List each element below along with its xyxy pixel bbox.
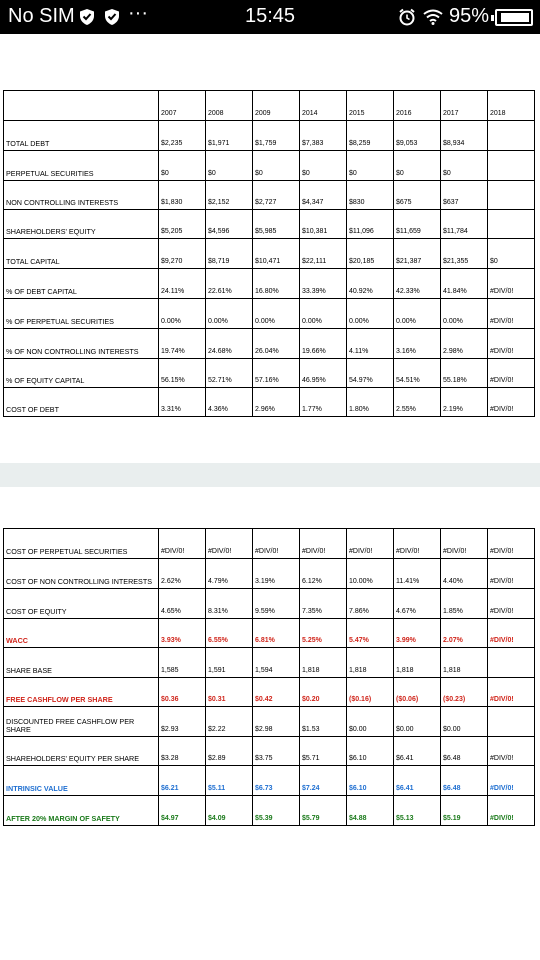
cell[interactable]: $7.24 <box>300 766 347 796</box>
cell[interactable]: 4.11% <box>347 329 394 359</box>
table-row <box>4 707 535 737</box>
status-bar <box>0 0 540 34</box>
cell[interactable]: 55.18% <box>441 359 488 388</box>
table-row <box>4 181 535 210</box>
cell[interactable]: $8,719 <box>206 239 253 269</box>
cell[interactable]: 4.40% <box>441 559 488 589</box>
cell[interactable]: $1,830 <box>159 181 206 210</box>
alarm-clock-icon <box>398 8 416 26</box>
cell[interactable]: $20,185 <box>347 239 394 269</box>
cell[interactable]: #DIV/0! <box>488 737 535 766</box>
row-label[interactable]: COST OF EQUITY <box>4 589 159 619</box>
table-row <box>4 619 535 648</box>
row-label[interactable]: PERPETUAL SECURITIES <box>4 151 159 181</box>
cell[interactable]: $21,355 <box>441 239 488 269</box>
row-label[interactable]: % OF NON CONTROLLING INTERESTS <box>4 329 159 359</box>
cell[interactable]: $10,381 <box>300 210 347 239</box>
cell[interactable]: 8.31% <box>206 589 253 619</box>
table-row <box>4 329 535 359</box>
cell[interactable]: $0.00 <box>441 707 488 737</box>
table-row <box>4 388 535 417</box>
cell[interactable]: #DIV/0! <box>159 529 206 559</box>
cell[interactable]: #DIV/0! <box>488 299 535 329</box>
row-label[interactable]: COST OF DEBT <box>4 388 159 417</box>
cell[interactable]: $0 <box>253 151 300 181</box>
cell[interactable]: $0 <box>394 151 441 181</box>
cell[interactable]: $1.53 <box>300 707 347 737</box>
cell[interactable]: $5.11 <box>206 766 253 796</box>
cell[interactable]: $0 <box>488 239 535 269</box>
cell[interactable]: #DIV/0! <box>394 529 441 559</box>
cell[interactable]: $6.10 <box>347 737 394 766</box>
cell[interactable]: #DIV/0! <box>347 529 394 559</box>
cell[interactable]: 41.84% <box>441 269 488 299</box>
cell[interactable] <box>488 210 535 239</box>
cell[interactable]: 19.74% <box>159 329 206 359</box>
cell[interactable]: #DIV/0! <box>488 529 535 559</box>
cell[interactable]: $7,383 <box>300 121 347 151</box>
more-notifications-icon: ··· <box>128 2 148 24</box>
cell[interactable]: #DIV/0! <box>300 529 347 559</box>
cell[interactable]: 2.96% <box>253 388 300 417</box>
cell[interactable]: 0.00% <box>441 299 488 329</box>
cell[interactable]: ($0.23) <box>441 678 488 707</box>
row-label[interactable]: TOTAL CAPITAL <box>4 239 159 269</box>
cell[interactable]: $1,971 <box>206 121 253 151</box>
cell[interactable]: 2008 <box>206 91 253 121</box>
cell[interactable]: 1,591 <box>206 648 253 678</box>
cell[interactable]: 1,818 <box>441 648 488 678</box>
cell[interactable]: 54.97% <box>347 359 394 388</box>
table-row <box>4 589 535 619</box>
cell[interactable]: #DIV/0! <box>441 529 488 559</box>
cell[interactable]: $22,111 <box>300 239 347 269</box>
row-label[interactable]: AFTER 20% MARGIN OF SAFETY <box>4 796 159 826</box>
cell[interactable]: #DIV/0! <box>206 529 253 559</box>
cell[interactable]: 4.67% <box>394 589 441 619</box>
cell[interactable]: 2.07% <box>441 619 488 648</box>
table-row <box>4 796 535 826</box>
cell[interactable] <box>488 121 535 151</box>
cell[interactable]: 0.00% <box>159 299 206 329</box>
cell[interactable]: 6.81% <box>253 619 300 648</box>
cell[interactable]: 1.77% <box>300 388 347 417</box>
cell[interactable]: $2.22 <box>206 707 253 737</box>
cell[interactable]: 4.79% <box>206 559 253 589</box>
table-row <box>4 737 535 766</box>
table-row <box>4 529 535 559</box>
cell[interactable]: 24.11% <box>159 269 206 299</box>
cell[interactable]: 1,594 <box>253 648 300 678</box>
cell[interactable]: $0 <box>441 151 488 181</box>
cell[interactable]: 2014 <box>300 91 347 121</box>
cell[interactable]: $6.41 <box>394 766 441 796</box>
cell[interactable]: #DIV/0! <box>488 678 535 707</box>
cell[interactable]: $5.71 <box>300 737 347 766</box>
cell[interactable]: $0.36 <box>159 678 206 707</box>
cell[interactable]: 1,585 <box>159 648 206 678</box>
cell[interactable]: $675 <box>394 181 441 210</box>
cell[interactable]: $5.19 <box>441 796 488 826</box>
cell[interactable]: 9.59% <box>253 589 300 619</box>
cell[interactable]: $11,784 <box>441 210 488 239</box>
cell[interactable]: 3.99% <box>394 619 441 648</box>
cell[interactable]: $6.48 <box>441 766 488 796</box>
cell[interactable]: $0.00 <box>347 707 394 737</box>
cell[interactable]: $4.97 <box>159 796 206 826</box>
cell[interactable]: #DIV/0! <box>488 589 535 619</box>
table-row <box>4 678 535 707</box>
table-row <box>4 210 535 239</box>
cell[interactable]: $0 <box>206 151 253 181</box>
cell[interactable]: 46.95% <box>300 359 347 388</box>
cell[interactable]: 57.16% <box>253 359 300 388</box>
cell[interactable]: $637 <box>441 181 488 210</box>
cell[interactable]: #DIV/0! <box>488 796 535 826</box>
row-label[interactable] <box>4 91 159 121</box>
cell[interactable]: 2.55% <box>394 388 441 417</box>
cell[interactable]: $2.98 <box>253 707 300 737</box>
row-label[interactable]: SHARE BASE <box>4 648 159 678</box>
cell[interactable]: $3.28 <box>159 737 206 766</box>
cell[interactable]: 54.51% <box>394 359 441 388</box>
row-label[interactable]: COST OF PERPETUAL SECURITIES <box>4 529 159 559</box>
cell[interactable]: $21,387 <box>394 239 441 269</box>
valuation-table <box>3 528 535 826</box>
table-row <box>4 121 535 151</box>
section-divider <box>0 463 540 487</box>
cell[interactable]: 22.61% <box>206 269 253 299</box>
cell[interactable]: #DIV/0! <box>488 559 535 589</box>
clock: 15:45 <box>244 5 296 27</box>
cell[interactable]: $0 <box>347 151 394 181</box>
cell[interactable]: $3.75 <box>253 737 300 766</box>
cell[interactable]: 2017 <box>441 91 488 121</box>
cell[interactable]: $8,259 <box>347 121 394 151</box>
row-label[interactable]: INTRINSIC VALUE <box>4 766 159 796</box>
table-row <box>4 559 535 589</box>
cell[interactable]: $2,152 <box>206 181 253 210</box>
cell[interactable]: 2.98% <box>441 329 488 359</box>
row-label[interactable]: FREE CASHFLOW PER SHARE <box>4 678 159 707</box>
cell[interactable]: 40.92% <box>347 269 394 299</box>
cell[interactable]: $8,934 <box>441 121 488 151</box>
cell[interactable]: 4.36% <box>206 388 253 417</box>
table-row <box>4 766 535 796</box>
cell[interactable]: 42.33% <box>394 269 441 299</box>
table-row <box>4 299 535 329</box>
table-row <box>4 269 535 299</box>
cell[interactable]: 24.68% <box>206 329 253 359</box>
cell[interactable]: 16.80% <box>253 269 300 299</box>
cell[interactable] <box>488 648 535 678</box>
cell[interactable]: $4.88 <box>347 796 394 826</box>
cell[interactable]: 5.47% <box>347 619 394 648</box>
cell[interactable]: 2.62% <box>159 559 206 589</box>
cell[interactable]: 1,818 <box>347 648 394 678</box>
cell[interactable]: $4.09 <box>206 796 253 826</box>
cell[interactable]: 11.41% <box>394 559 441 589</box>
cell[interactable]: 1.85% <box>441 589 488 619</box>
cell[interactable]: $0.00 <box>394 707 441 737</box>
table-row <box>4 648 535 678</box>
row-label[interactable]: % OF PERPETUAL SECURITIES <box>4 299 159 329</box>
row-label[interactable]: SHAREHOLDERS' EQUITY PER SHARE <box>4 737 159 766</box>
cell[interactable]: 4.65% <box>159 589 206 619</box>
cell[interactable]: $1,759 <box>253 121 300 151</box>
row-label[interactable]: NON CONTROLLING INTERESTS <box>4 181 159 210</box>
cell[interactable]: 33.39% <box>300 269 347 299</box>
cell[interactable]: #DIV/0! <box>488 359 535 388</box>
cell[interactable]: 0.00% <box>300 299 347 329</box>
cell[interactable]: ($0.06) <box>394 678 441 707</box>
cell[interactable]: 2015 <box>347 91 394 121</box>
cell[interactable]: 2016 <box>394 91 441 121</box>
cell[interactable]: 0.00% <box>347 299 394 329</box>
cell[interactable]: $5.79 <box>300 796 347 826</box>
cell[interactable]: #DIV/0! <box>488 766 535 796</box>
cell[interactable]: $830 <box>347 181 394 210</box>
capital-structure-table <box>3 90 535 417</box>
cell[interactable]: $4,596 <box>206 210 253 239</box>
cell[interactable]: #DIV/0! <box>488 619 535 648</box>
table-row <box>4 151 535 181</box>
cell[interactable] <box>488 181 535 210</box>
cell[interactable]: $0.20 <box>300 678 347 707</box>
wifi-icon <box>423 9 443 25</box>
cell[interactable]: 0.00% <box>394 299 441 329</box>
row-label[interactable]: % OF DEBT CAPITAL <box>4 269 159 299</box>
row-label[interactable]: TOTAL DEBT <box>4 121 159 151</box>
cell[interactable]: ($0.16) <box>347 678 394 707</box>
cell[interactable]: $6.21 <box>159 766 206 796</box>
cell[interactable]: $6.10 <box>347 766 394 796</box>
cell[interactable]: 26.04% <box>253 329 300 359</box>
cell[interactable]: #DIV/0! <box>488 388 535 417</box>
cell[interactable]: 6.12% <box>300 559 347 589</box>
row-label[interactable]: SHAREHOLDERS' EQUITY <box>4 210 159 239</box>
cell[interactable]: 3.93% <box>159 619 206 648</box>
cell[interactable]: 0.00% <box>253 299 300 329</box>
cell[interactable]: 2018 <box>488 91 535 121</box>
battery-icon <box>495 9 533 26</box>
cell[interactable]: #DIV/0! <box>488 329 535 359</box>
battery-percent: 95% <box>449 5 490 27</box>
cell[interactable]: $11,096 <box>347 210 394 239</box>
cell[interactable]: 19.66% <box>300 329 347 359</box>
cell[interactable]: 1,818 <box>300 648 347 678</box>
cell[interactable]: 0.00% <box>206 299 253 329</box>
cell[interactable]: $6.48 <box>441 737 488 766</box>
cell[interactable]: 5.25% <box>300 619 347 648</box>
cell[interactable]: $0.31 <box>206 678 253 707</box>
cell[interactable]: 1,818 <box>394 648 441 678</box>
cell[interactable]: $6.41 <box>394 737 441 766</box>
cell[interactable]: $2.93 <box>159 707 206 737</box>
row-label[interactable]: DISCOUNTED FREE CASHFLOW PER SHARE <box>4 707 159 737</box>
cell[interactable]: 2009 <box>253 91 300 121</box>
cell[interactable]: $0.42 <box>253 678 300 707</box>
cell[interactable]: $4,347 <box>300 181 347 210</box>
cell[interactable]: $6.73 <box>253 766 300 796</box>
row-label[interactable]: % OF EQUITY CAPITAL <box>4 359 159 388</box>
table-row <box>4 359 535 388</box>
cell[interactable]: #DIV/0! <box>253 529 300 559</box>
cell[interactable]: $0 <box>159 151 206 181</box>
row-label[interactable]: WACC <box>4 619 159 648</box>
cell[interactable]: 3.19% <box>253 559 300 589</box>
cell[interactable]: $9,270 <box>159 239 206 269</box>
cell[interactable]: $11,659 <box>394 210 441 239</box>
cell[interactable]: 7.35% <box>300 589 347 619</box>
cell[interactable]: $2,235 <box>159 121 206 151</box>
cell[interactable]: 10.00% <box>347 559 394 589</box>
cell[interactable]: 52.71% <box>206 359 253 388</box>
cell[interactable] <box>488 151 535 181</box>
cell[interactable]: 3.31% <box>159 388 206 417</box>
cell[interactable]: 2007 <box>159 91 206 121</box>
cell[interactable]: 6.55% <box>206 619 253 648</box>
cell[interactable]: $10,471 <box>253 239 300 269</box>
cell[interactable]: #DIV/0! <box>488 269 535 299</box>
cell[interactable]: 56.15% <box>159 359 206 388</box>
cell[interactable]: $2,727 <box>253 181 300 210</box>
cell[interactable]: $0 <box>300 151 347 181</box>
cell[interactable]: $9,053 <box>394 121 441 151</box>
cell[interactable]: 2.19% <box>441 388 488 417</box>
row-label[interactable]: COST OF NON CONTROLLING INTERESTS <box>4 559 159 589</box>
cell[interactable]: $5,205 <box>159 210 206 239</box>
table-row <box>4 239 535 269</box>
cell[interactable]: 3.16% <box>394 329 441 359</box>
cell[interactable]: 7.86% <box>347 589 394 619</box>
cell[interactable]: $2.89 <box>206 737 253 766</box>
cell[interactable]: 1.80% <box>347 388 394 417</box>
cell[interactable]: $5,985 <box>253 210 300 239</box>
header-row <box>4 91 535 121</box>
cell[interactable] <box>488 707 535 737</box>
cell[interactable]: $5.39 <box>253 796 300 826</box>
carrier-label: No SIM <box>8 5 75 27</box>
cell[interactable]: $5.13 <box>394 796 441 826</box>
